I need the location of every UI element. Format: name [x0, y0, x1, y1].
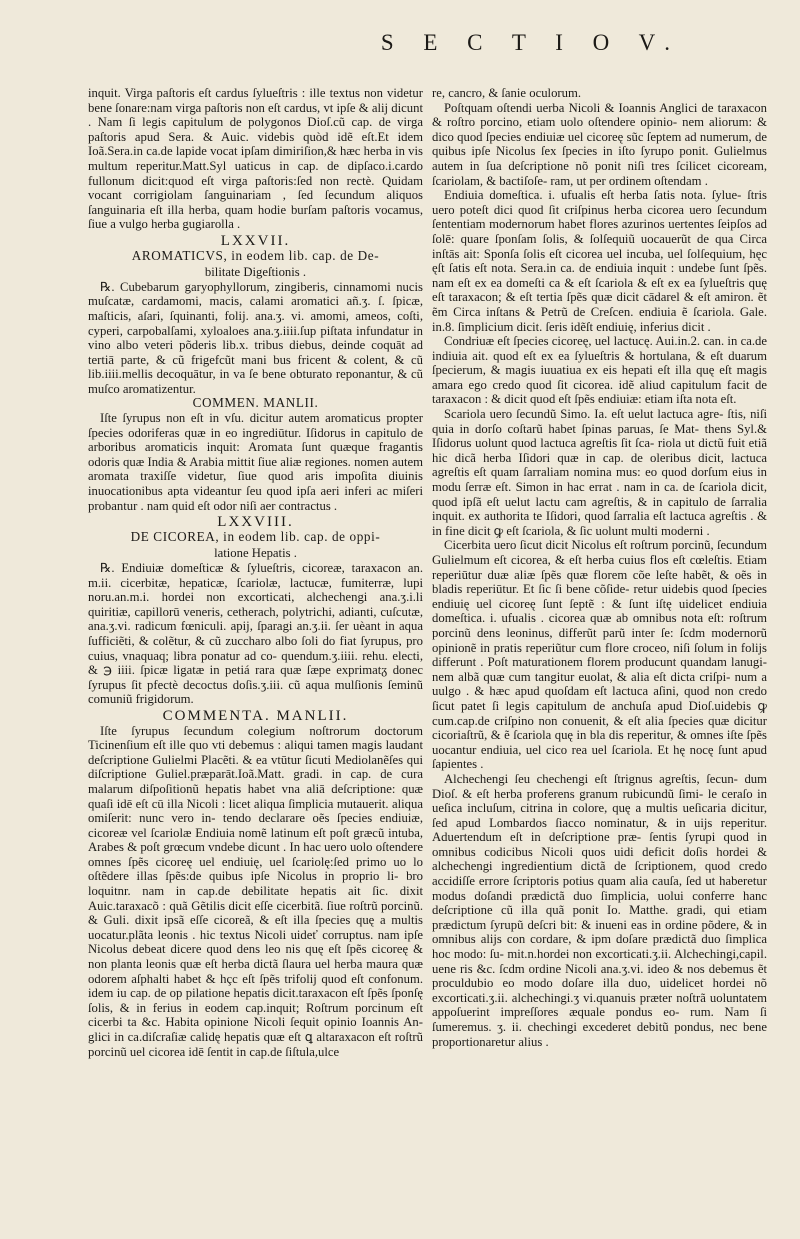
page-header	[0, 30, 800, 74]
right-column-paragraph: Condriuæ eſt ſpecies cicoreę, uel lactucę. Aui.in.2. can. in ca.de indiuia ait. quod eſt ex ea ſylueſtris & hortulana, & eſt duarum ſpecierum, & magis iuuatiua ex eis hepati eſt illa quę eſt magis amara ego credo quod ſit cicorea. idẽ aliud capitulum facit de taraxacon : & dicit quod eſt ſpẽs endiuiæ: etiam iſta nota eſt.	[432, 334, 767, 407]
right-column-paragraph: Scariola uero ſecundũ Simo. Ia. eſt uelut lactuca agre- ſtis, niſi quia in dorſo coſtarũ habet ſpinas paruas, ſe Mat- thens Syl.& Iſidorus uolunt quod lactuca agreſtis ſit ſca- riola ut dictũ fuit etiã hic dicã herba Iſidori quæ in cap. de oleribus dicit, lactuca agreſtis eſt quam ſarraliam nomina mus: eo quod dorſum eius in modu ſerræ eſt. Simon in hac errat . nam in ca. de ſcariola dicit, quod ipſã eſt uelut lactu cam agreſtis, & in capitulo de ſarralia inquit. ex authorita te Iſidori, quod ſarralia eſt lactuca agreſtis . & in fine dicit ꝙ eſt ſcariola, & ſic uolunt multi moderni .	[432, 407, 767, 538]
left-column-paragraph: ℞. Cubebarum garyophyllorum, zingiberis, cinnamomi nucis muſcatæ, cardamomi, macis, calami aromatici añ.ʒ. ſ. ſpicæ, maſticis, aſari, ſquinanti, folij. ana.ʒ. vi. amomi, ameos, coſti, cyperi, carpobalſami, xyloaloes ana.ʒ.iiii.ſup piſtata infundatur in vino albo veteri põderis lib.x. tribus diebus, deinde coquāt ad tertiā parte, & cũ frigefcũt mani bus fricent & colent, & cũ lib.iiii.mellis decoquātur, in va ſe bene obturato reponantur, & cũ muſco aromatizentur.	[88, 279, 423, 396]
running-title: S E C T I O V.	[380, 30, 682, 55]
left-column-heading: LXXVII.	[220, 232, 291, 249]
left-column-heading: DE CICOREA, in eodem lib. cap. de oppi-	[130, 528, 381, 544]
right-column-paragraph: Alchechengi ſeu chechengi eſt ſtrignus agreſtis, ſecun- dum Dioſ. & eſt herba proferens granum rubicundũ ſimi- le ceraſo in ueſica incluſum, citrina in colore, quę a multis ueſicaria dicitur, ſed apud Lombardos ſiacco nominatur, & in uijs reperitur. Aduertendum eſt in deſcriptione præ- ſentis ſyrupi quod in omnibus codicibus Nicoli quos uidi deficit doſis hordei & alchechengi ingredientium dictã de ſcriptionem, quod credo accidiſſe errore ſcriptoris potius quam alia cauſa, ſed ut haberetur modus doſandi prædictã duo ſimplicia, uolui conferre hanc deſcriptione cũ illa quã ponit Io. Matthe. gradi, qui etiam prædictum ſyrupũ deſcri bit: & inueni eas in ordine põdere, & in omnibus alijs con cordare, & ipm doſare prædictã duo ſimplica hoc modo: ſu- mit.n.hordei non excorticati.ʒ.ii. Alchechingi,capil. uene ris &c. ſcdm ordine Nicoli ana.ʒ.vi. ideo & nos debemus ẽt proculdubio eo modo doſare illa duo, uidelicet hordei nõ excorticati.ʒ.ii. alchechingi.ʒ vi.quanuis præter noſtrã uoluntatem appoſuerint impreſſores æquale pondus eo- rum. Nam ſi ſumeremus. ʒ. ii. chechingi excederet debitũ pondus, nec bene proportionaretur alius .	[432, 771, 767, 1049]
left-column-heading: bilitate Digeſtionis .	[204, 265, 307, 280]
left-column-heading: AROMATICVS, in eodem lib. cap. de De-	[131, 247, 380, 263]
right-column-paragraph: Endiuia domeſtica. i. ufualis eſt herba ſatis nota. ſylue- ſtris uero poteſt dici quod ſit criſpinus herba cicorea uero ſecundum ſententiam modernorum habet flores azurinos uertentes ſeipſos ad ſolē: quare ſponſam ſolis, & ſolſequiũ uocauerũt de qua Circa inſtās ait: Sponſa ſolis eſt cicorea uel incuba, uel ſolſequium, hęc ęſt ſatis eſt nota. Sera.in ca. de endiuia inquit : undebe ſunt ſpẽs. nam eſt ex ea domeſti ca & eſt ſcariola & eſt ex ea ſylueſtris quę eſt taraxacon; & eſt tertia ſpẽs quæ dicit cādarel & eſt amiron. ẽt ẽm Circa inſtans & Petrũ de Creſcen. endiuia ẽ ſcariola. Gale. in.8. ſimplicium dicit. ſeris idẽſt endiuię, inferius dicit .	[432, 188, 767, 334]
left-column-heading: latione Hepatis .	[214, 546, 297, 561]
left-column-paragraph: Iſte ſyrupus ſecundum colegium noſtrorum doctorum Ticinenſium eſt ille quo vti debemus : aliqui tamen magis laudant deſcriptione Gulielmi Placẽti. & ea vtūtur ſicuti Mediolanẽſes qui diſcriptione Guliel.præparāt.Ioã.Matt. gradi. in cap. de cura malarum diſpoſitionũ hepatis habet vna aliā deſcriptione: quæ quaſi idē eſt cū illa Nicoli : licet aliqua ſimplicia mutauerit. aliqua omiſerit: nunc vero in- tendo declarare oẽs ſpecies endiuiæ, cicoreæ vel ſcariolæ Endiuia nomẽ latinum eſt poſt græcũ intuba, Arabes & poſt grœcum vndebe dicunt . In hac uero uolo oſtendere omnes ſpẽs cicoreę uel endiuię, uel ſcariolę:ſed primo uo lo oſtẽdere illas ſpẽs:de quibus ipſe Nicolus in proprio li- bro loquitnr. nam in cap.de debilitate hepatis ait ſic. dixit Auic.taraxacõ : quã Gẽtilis dicit eſſe cicerbitã. ſiue roſtrũ porcinũ. & Guli. dixit ipsã eſſe cicoreã, & eſt illa ſpecies quę a multis uocatur.plãta leonis . hic textus Nicoli uideť corruptus. nam ipſe Nicolus debeat dicere quod dens leo nis quę eſt ſpẽs cicoreę & non planta leonis quæ eſt herba dictã ſlaura uel herba maura quæ odorem aſphalti habet & hçc eſt ſpẽs trifolij quod eſt confonum. idem iu cap. de op pilatione hepatis dicit.taraxacon eſt ſpẽs ſponſę ſolis, & in ferius in eodem cap.inquit; Roſtrum porcinum eſt cicerbi ta &c. Habita opinione Nicoli ſequit opinio Ioannis An- glici in ca.diſcraſiæ calidę hepatis quæ eſt ꝗ altaraxacon eſt roſtrũ porcinũ uel cicorea idē ſentit in cap.de ſiſtula,ulce	[88, 723, 423, 1059]
left-column-paragraph: inquit. Virga paſtoris eſt cardus ſylueſtris : ille textus non videtur bene ſonare:nam virga paſtoris non eſt cardus, vt ipſe & alij dicunt . Nam ſi legis capitulum de polygonos Dioſ.cũ cap. de virga paſtoris apud Sera. & Auic. videbis quòd idẽ eſt.Et idem Ioã.Sera.in ca.de lapide vocat ipſam dimiriſion,& hæc herba in vis multum reperitur.Matt.Syl uaticus in cap. de dipſaco.i.cardo fullonum dicit:quod eſt virga paſtoris:ſed non rectè. Quidam vocant corrigiolam ſanguinariam , ſed ſecundum aliquos ſanguinaria eſt illa herba, quam hodie burſam paſtoris vocamus, ſiue a vulgo herba gugiarolla .	[88, 86, 423, 232]
left-column-paragraph: Iſte ſyrupus non eſt in vſu. dicitur autem aromaticus propter ſpecies odoriferas quæ in eo ingrediūtur. Iſidorus in capitulo de arboribus aromaticis inquit: Aromata ſunt quæque fragantis odoris quæ India & Arabia mittit ſiue aliæ regiones. nomen autem aromata traxiſſe videtur, ſiue quod aris impoſita diuinis inuocationibus apta videantur ſeu quod ipſa aeri inferi ac miſeri probantur . nam quid eſt odor niſi aer contractus .	[88, 411, 423, 513]
right-column-paragraph: Poſtquam oſtendi uerba Nicoli & Ioannis Anglici de taraxacon & roſtro porcino, etiam uolo oſtendere opinio- nem aliorum: & dico quod ſpecies endiuiæ uel cicoreę sũc ſeptem ad numerum, de quibus ipſe Nicolus ſex ſpecies in iſto ſyrupo ponit. Gulielmus autem in ſua deſcriptione nõ ponit niſi tres ſcilicet cicoream, ſcariolam, & bactiſoſe- ram, ut per ordinem oſtendam .	[432, 100, 767, 188]
left-column	[88, 86, 423, 1059]
left-column-paragraph: ℞. Endiuiæ domeſticæ & ſylueſtris, cicoreæ, taraxacon an. m.ii. cicerbitæ, hepaticæ, ſcariolæ, lactucæ, fumiterræ, lupi noru.an.m.i. hordei non excorticati, alchechengi ana.ʒ.i.li quiritiæ, capillorū veneris, cetherach, polytrichi, adianti, cuſcutæ, ana.ʒ.vi. radicum fœniculi. apij, ſparagi an.ʒ.ii. ſer uèant in aqua ſufficiẽti, & colẽtur, & cũ zuccharo albo ſoli do fiat ſyrupus, pro cuius, vnaquaq; libra ponatur ad co- quendum.ʒ.iiii. rehu. electi, & ℈ iiii. ſpicæ ligatæ in petiá rara quæ ſæpe exprimatᵹ donec ſyrupus ſit pfectè decoctus doſis.ʒ.iii. cũ aqua mulſionis ſeminũ comuniũ frigidorum.	[88, 561, 423, 707]
left-column-heading: LXXVIII.	[217, 514, 294, 531]
left-column-heading: COMMEN. MANLII.	[192, 395, 319, 411]
right-column	[432, 86, 767, 1049]
right-column-paragraph: Cicerbita uero ſicut dicit Nicolus eſt roſtrum porcinũ, ſecundum Gulielmum eſt cicorea, & eſt herba cuius flos eſt cœleſtis. Etiam reperiūtur duæ aliæ ſpẽs quæ florem cõe leſte habẽt, & oẽs in bladis reperiūtur. Et ſic ſi bene cõſide- retur uidebis quod ſpecies endiuię uel cicoreę ſunt ſeptẽ : & ſunt iſtę uidelicet endiuia domeſtica. i. ufualis . cicorea quæ ab omnibus nota eſt: roſtrum porcinũ dens leoninus, differũt parũ inter ſe: ſcdm modernorũ opinionẽ in pratis reperiũtur cum flore croceo, niſi ſolum in folijs differunt . Poſt maturationem florem producunt quandam lanugi- nem albã quæ cum tangitur euolat, & alia eſt dicta criſpi- num a uulgo . & hæc apud quoſdam eſt lactuca aſini, quod non credo ſicut patet ſi legis capitulum de anchuſa apud Dioſ.uidebis ꝙ cum.cap.de criſpino non conuenit, & eſt alia ſpecies quæ dicitur cicoriaſtrũ, & ẽ ſcariola quę in bla dis reperitur, & omnes iſte ſpẽs uocantur endiuia, uel cico rea uel ſcariola. Et hę nocę ſunt apud ſapientes .	[432, 538, 767, 772]
left-column-heading: COMMENTA. MANLII.	[162, 707, 349, 724]
right-column-paragraph: re, cancro, & ſanie oculorum.	[432, 86, 582, 100]
